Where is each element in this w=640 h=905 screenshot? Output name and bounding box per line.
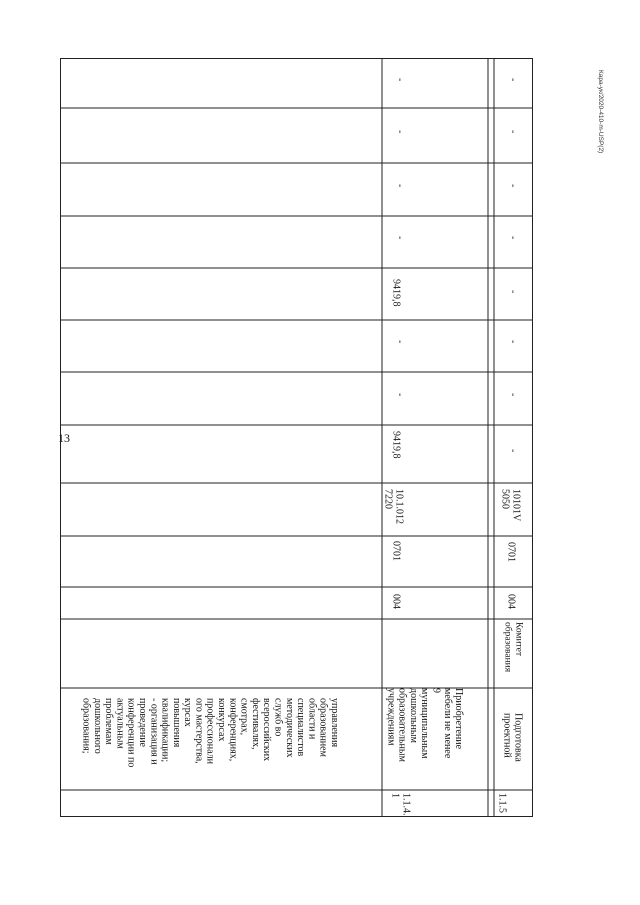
page-number: 13 [58,431,70,445]
row-1-v7: - [394,130,406,134]
row-1-v5: - [394,236,406,240]
row-2-id: 1.1.5 [496,793,508,813]
document-code: Кара-ук/2020-410-m-USP(2) [597,70,604,154]
budget-table [60,58,533,818]
row-2-rzpr: 0701 [505,542,517,562]
row-1-rzpr: 0701 [390,541,402,561]
row-2-v7: - [507,130,519,134]
row-2-v2: - [507,393,519,397]
row-1-v4: 9419,8 [390,279,402,307]
row-1-v3: - [394,340,406,344]
row-1-v1: 9419,8 [390,431,402,459]
row-1-csr: 10.1.012 7220 [382,489,405,524]
row-1-v6: - [394,184,406,188]
row-2-grbs: 004 [505,594,517,609]
row-0-name: управления образованием области и специалистов методических служб во всероссийских фестивалях, смотрах, конференциях, конкурсах профессионали ого мастерства, курсах повышения квалификации; - организация и проведение конференции по актуальным проблемам дошкольного образования; [80,698,340,768]
row-2-v8: - [507,78,519,82]
row-2-v3: - [507,340,519,344]
row-2-v6: - [507,184,519,188]
row-1-id: 1.1.4. 1 [389,793,412,816]
row-2-csr: 10101V 5050 [499,489,522,522]
row-1-grbs: 004 [390,594,402,609]
row-1-v2: - [394,393,406,397]
row-2-name: Подготовка проектной [501,713,524,762]
row-2-v5: - [507,236,519,240]
row-1-v8: - [394,78,406,82]
row-1-name: Приобретение мебели не менее 9 муниципальным дошкольным образовательным учреждениям [385,688,465,762]
row-2-v1: - [507,449,519,453]
row-2-v4: - [507,290,519,294]
row-2-executor: Комитет образования [502,622,524,673]
